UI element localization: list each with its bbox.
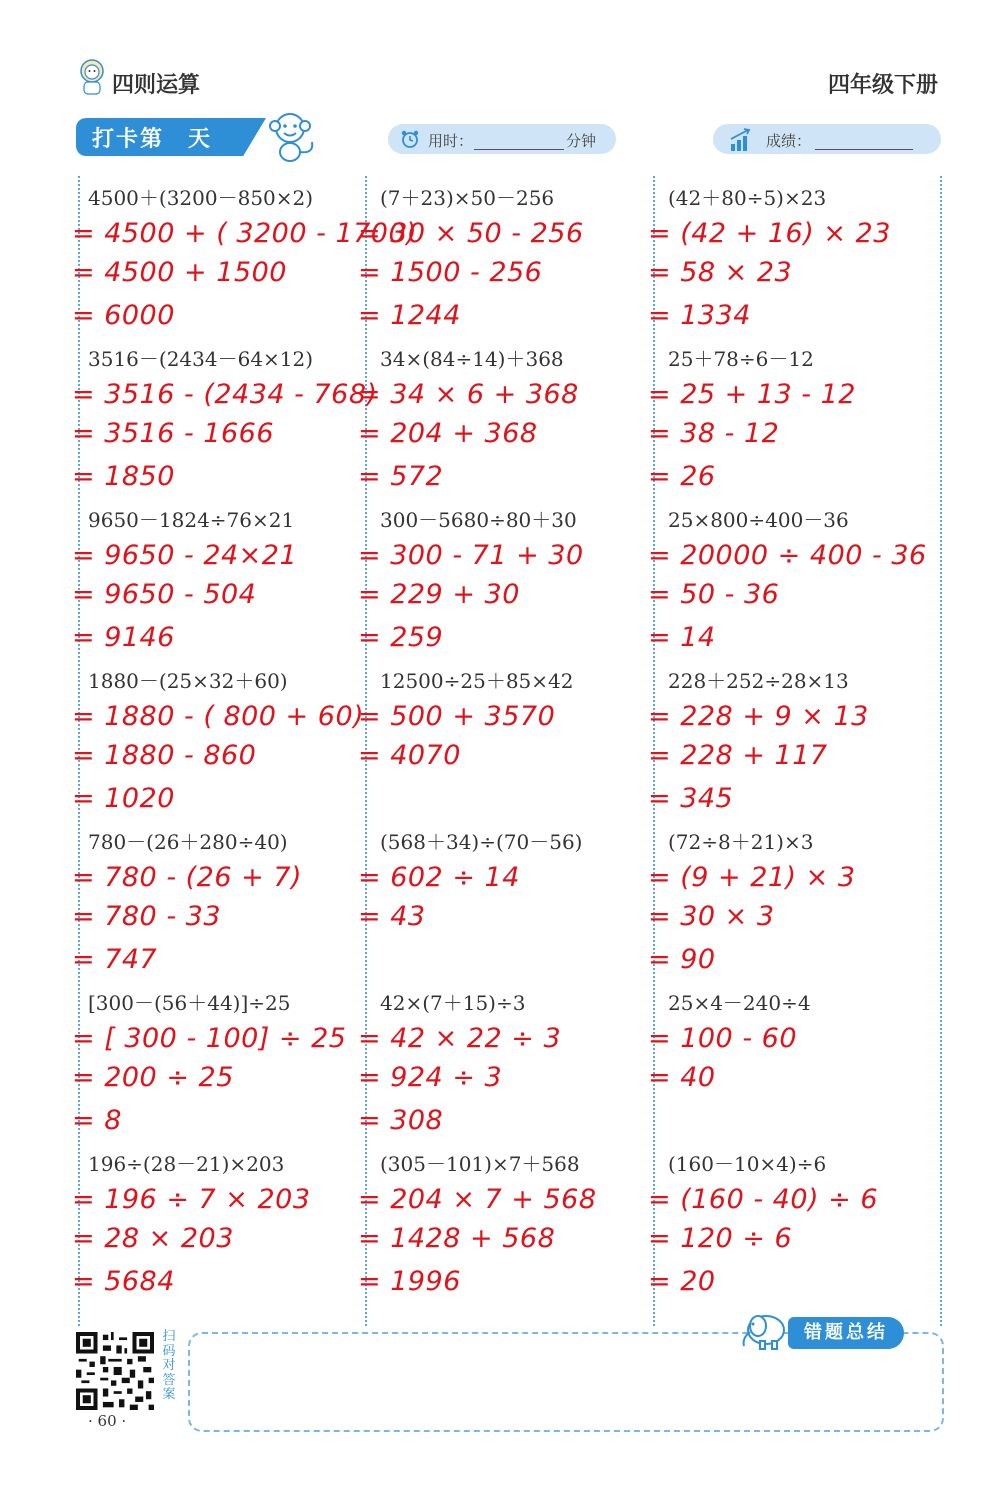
handwritten-step: = 20 xyxy=(648,1266,716,1297)
handwritten-step: = 34 × 6 + 368 xyxy=(358,379,579,410)
problem-expression: 42×(7＋15)÷3 xyxy=(380,991,526,1015)
score-blank[interactable] xyxy=(815,149,913,150)
handwritten-step: = 3516 - (2434 - 768) xyxy=(72,379,378,410)
problem-expression: 3516－(2434－64×12) xyxy=(88,347,314,371)
problem-expression: (7＋23)×50－256 xyxy=(380,186,555,210)
handwritten-step: = 196 ÷ 7 × 203 xyxy=(72,1184,311,1215)
handwritten-step: = 43 xyxy=(358,901,426,932)
handwritten-step: = 9650 - 24×21 xyxy=(72,540,298,571)
handwritten-step: = 200 ÷ 25 xyxy=(72,1062,234,1093)
problem-expression: 196÷(28－21)×203 xyxy=(88,1152,285,1176)
handwritten-step: = (42 + 16) × 23 xyxy=(648,218,891,249)
handwritten-step: = 40 xyxy=(648,1062,716,1093)
handwritten-step: = 6000 xyxy=(72,300,175,331)
scan-for-answers-label: 扫码对答案 xyxy=(162,1329,176,1402)
handwritten-step: = 8 xyxy=(72,1105,122,1136)
handwritten-step: = 5684 xyxy=(72,1266,175,1297)
handwritten-step: = 3516 - 1666 xyxy=(72,418,275,449)
problem-expression: 780－(26＋280÷40) xyxy=(88,830,288,854)
time-blank[interactable] xyxy=(474,149,564,150)
handwritten-step: = 300 - 71 + 30 xyxy=(358,540,584,571)
growth-chart-icon xyxy=(728,127,754,153)
problem-expression: 25×800÷400－36 xyxy=(668,508,849,532)
handwritten-step: = 1880 - 860 xyxy=(72,740,257,771)
problem-expression: (72÷8＋21)×3 xyxy=(668,830,814,854)
handwritten-step: = (160 - 40) ÷ 6 xyxy=(648,1184,879,1215)
handwritten-step: = 228 + 9 × 13 xyxy=(648,701,869,732)
handwritten-step: = 924 ÷ 3 xyxy=(358,1062,503,1093)
problem-expression: 1880－(25×32＋60) xyxy=(88,669,288,693)
handwritten-step: = 259 xyxy=(358,622,444,653)
handwritten-step: = 9146 xyxy=(72,622,175,653)
handwritten-step: = 204 + 368 xyxy=(358,418,538,449)
handwritten-step: = 572 xyxy=(358,461,444,492)
problem-expression: (305－101)×7＋568 xyxy=(380,1152,580,1176)
elephant-icon xyxy=(736,1308,792,1352)
problem-expression: 9650－1824÷76×21 xyxy=(88,508,295,532)
handwritten-step: = 120 ÷ 6 xyxy=(648,1223,793,1254)
problem-expression: [300－(56＋44)]÷25 xyxy=(88,991,291,1015)
handwritten-step: = 204 × 7 + 568 xyxy=(358,1184,597,1215)
handwritten-step: = 228 + 117 xyxy=(648,740,828,771)
problem-expression: 4500＋(3200－850×2) xyxy=(88,186,314,210)
handwritten-step: = 780 - (26 + 7) xyxy=(72,862,303,893)
alarm-clock-icon xyxy=(400,129,420,149)
handwritten-step: = 1334 xyxy=(648,300,751,331)
problem-expression: 300－5680÷80＋30 xyxy=(380,508,577,532)
handwritten-step: = [ 300 - 100] ÷ 25 xyxy=(72,1023,347,1054)
page-number: · 60 · xyxy=(88,1412,127,1430)
handwritten-step: = 90 xyxy=(648,944,716,975)
handwritten-step: = 1880 - ( 800 + 60) xyxy=(72,701,365,732)
handwritten-step: = 38 - 12 xyxy=(648,418,780,449)
handwritten-step: = 602 ÷ 14 xyxy=(358,862,520,893)
handwritten-step: = 1996 xyxy=(358,1266,461,1297)
handwritten-step: = 26 xyxy=(648,461,716,492)
handwritten-step: = 1244 xyxy=(358,300,461,331)
problem-expression: 25×4－240÷4 xyxy=(668,991,811,1015)
time-label: 用时： xyxy=(428,132,474,150)
handwritten-step: = 4070 xyxy=(358,740,461,771)
mistake-summary-label: 错题总结 xyxy=(788,1317,904,1349)
handwritten-step: = 20000 ÷ 400 - 36 xyxy=(648,540,927,571)
problem-expression: 25＋78÷6－12 xyxy=(668,347,814,371)
handwritten-step: = 30 × 3 xyxy=(648,901,775,932)
handwritten-step: = 14 xyxy=(648,622,716,653)
handwritten-step: = 747 xyxy=(72,944,158,975)
score-label: 成绩： xyxy=(766,132,812,150)
handwritten-step: = 9650 - 504 xyxy=(72,579,257,610)
handwritten-step: = (9 + 21) × 3 xyxy=(648,862,856,893)
punch-in-label: 打卡第 天 xyxy=(92,127,213,152)
handwritten-step: = 500 + 3570 xyxy=(358,701,556,732)
problem-expression: (568＋34)÷(70－56) xyxy=(380,830,583,854)
qr-code-icon[interactable] xyxy=(76,1332,154,1410)
problem-expression: (42＋80÷5)×23 xyxy=(668,186,827,210)
handwritten-step: = 42 × 22 ÷ 3 xyxy=(358,1023,562,1054)
handwritten-step: = 25 + 13 - 12 xyxy=(648,379,856,410)
handwritten-step: = 229 + 30 xyxy=(358,579,520,610)
problem-expression: 34×(84÷14)＋368 xyxy=(380,347,564,371)
handwritten-step: = 1428 + 568 xyxy=(358,1223,556,1254)
handwritten-step: = 4500 + 1500 xyxy=(72,257,287,288)
handwritten-step: = 28 × 203 xyxy=(72,1223,234,1254)
column-divider xyxy=(940,176,942,1326)
monkey-icon xyxy=(260,110,320,162)
grade-label: 四年级下册 xyxy=(827,73,938,98)
handwritten-step: = 1850 xyxy=(72,461,175,492)
handwritten-step: = 100 - 60 xyxy=(648,1023,798,1054)
handwritten-step: = 4500 + ( 3200 - 1700) xyxy=(72,218,418,249)
handwritten-step: = 30 × 50 - 256 xyxy=(358,218,584,249)
time-unit: 分钟 xyxy=(566,132,597,150)
handwritten-step: = 50 - 36 xyxy=(648,579,780,610)
handwritten-step: = 345 xyxy=(648,783,734,814)
handwritten-step: = 58 × 23 xyxy=(648,257,793,288)
handwritten-step: = 780 - 33 xyxy=(72,901,222,932)
page-title: 四则运算 xyxy=(112,73,201,98)
handwritten-step: = 308 xyxy=(358,1105,444,1136)
handwritten-step: = 1500 - 256 xyxy=(358,257,543,288)
problem-expression: (160－10×4)÷6 xyxy=(668,1152,827,1176)
lion-logo-icon xyxy=(76,58,108,96)
problem-expression: 12500÷25＋85×42 xyxy=(380,669,574,693)
problem-expression: 228＋252÷28×13 xyxy=(668,669,849,693)
handwritten-step: = 1020 xyxy=(72,783,175,814)
